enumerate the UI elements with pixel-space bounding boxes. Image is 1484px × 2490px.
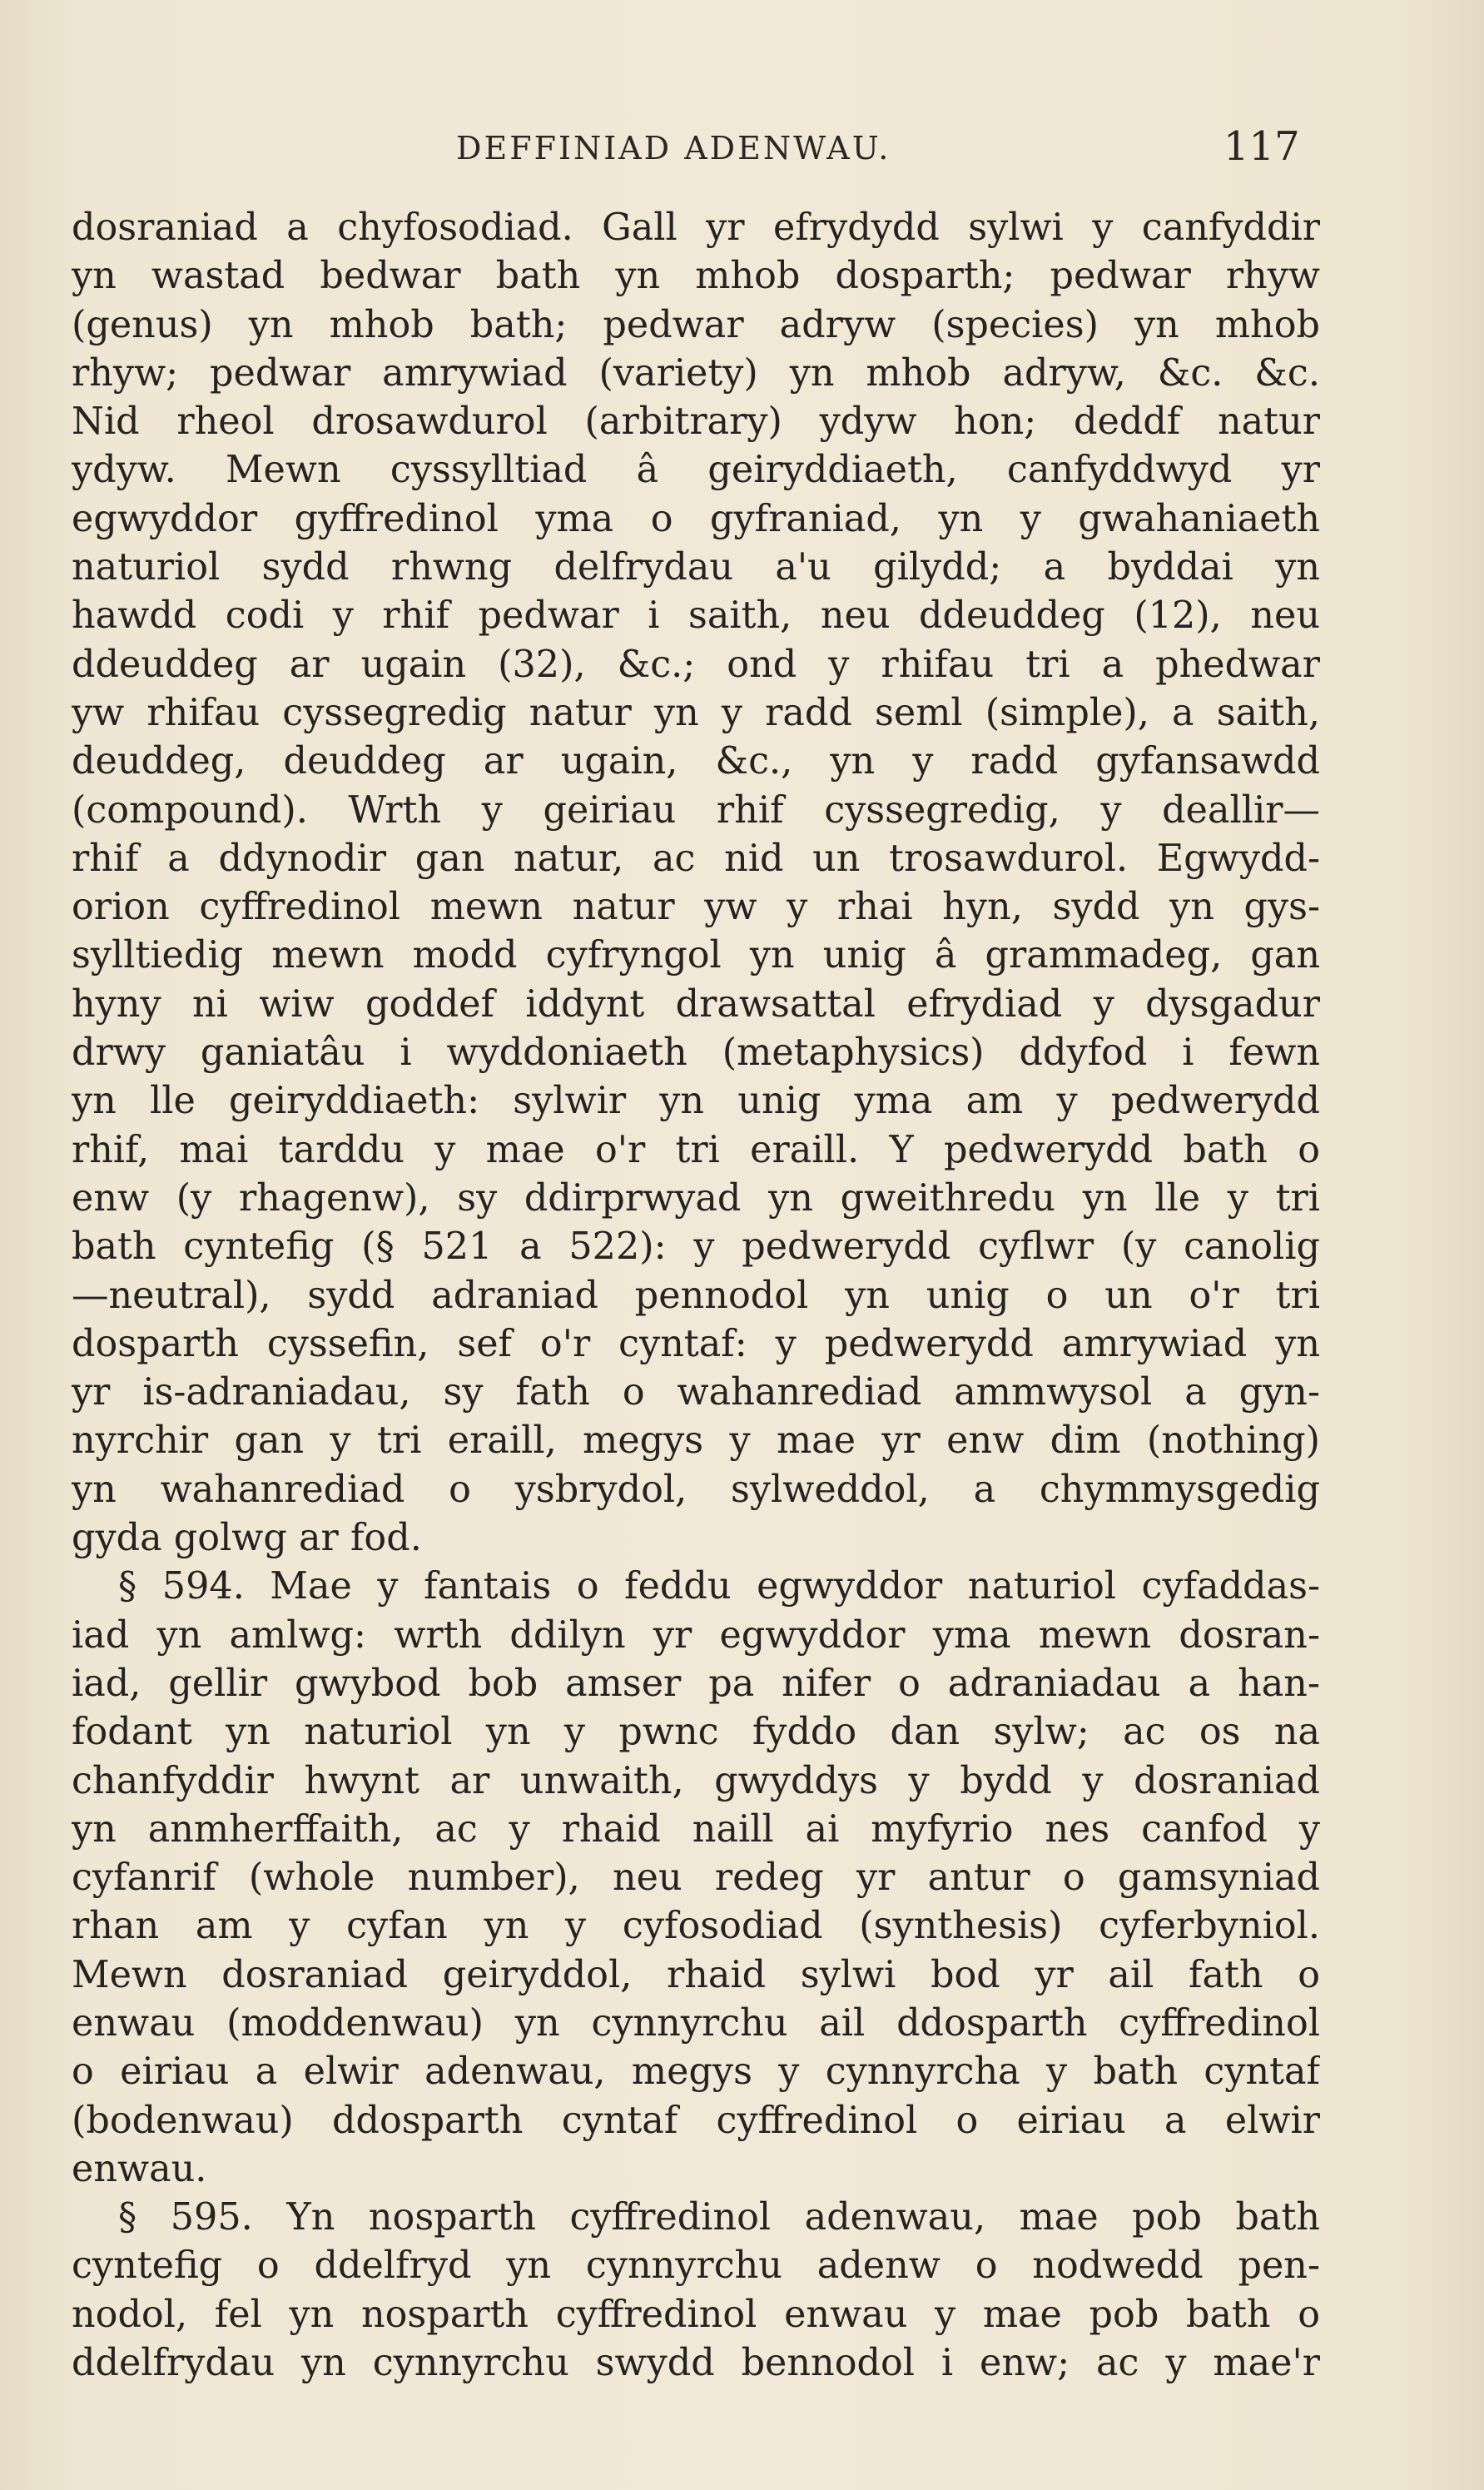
text-line: nyrchir gan y tri eraill, megys y mae yr enw dim (nothing) xyxy=(72,1419,1320,1463)
text-line: —neutral), sydd adraniad pennodol yn unig o un o'r tri xyxy=(72,1274,1320,1317)
text-line: dosparth cyssefin, sef o'r cyntaf: y pedwerydd amrywiad yn xyxy=(72,1322,1320,1365)
text-line: rhif a ddynodir gan natur, ac nid un trosawdurol. Egwydd- xyxy=(72,837,1320,880)
text-line: fodant yn naturiol yn y pwnc fyddo dan sylw; ac os na xyxy=(72,1711,1320,1754)
text-line: yn lle geiryddiaeth: sylwir yn unig yma am y pedwerydd xyxy=(72,1080,1320,1123)
text-line: Mewn dosraniad geiryddol, rhaid sylwi bod yr ail fath o xyxy=(72,1953,1320,1996)
text-line: (bodenwau) ddosparth cyntaf cyffredinol o eiriau a elwir xyxy=(72,2099,1320,2142)
page-number: 117 xyxy=(1223,123,1300,170)
text-line: ddeuddeg ar ugain (32), &c.; ond y rhifau tri a phedwar xyxy=(72,643,1320,686)
text-line: ddelfrydau yn cynnyrchu swydd bennodol i enw; ac y mae'r xyxy=(72,2342,1320,2385)
text-line: nodol, fel yn nosparth cyffredinol enwau y mae pob bath o xyxy=(72,2293,1320,2336)
body-text xyxy=(72,204,1320,2388)
text-line: sylltiedig mewn modd cyfryngol yn unig â grammadeg, gan xyxy=(72,934,1320,977)
text-line: hawdd codi y rhif pedwar i saith, neu ddeuddeg (12), neu xyxy=(72,594,1320,638)
section-594-start: § 594. Mae y fantais o feddu egwyddor naturiol cyfaddas- xyxy=(118,1565,1320,1608)
text-line: orion cyffredinol mewn natur yw y rhai hyn, sydd yn gys- xyxy=(72,886,1320,929)
text-line: rhan am y cyfan yn y cyfosodiad (synthesis) cyferbyniol. xyxy=(72,1905,1320,1948)
text-line: (compound). Wrth y geiriau rhif cyssegredig, y deallir— xyxy=(72,788,1320,832)
page-header xyxy=(0,123,1484,173)
text-line: rhyw; pedwar amrywiad (variety) yn mhob adryw, &c. &c. xyxy=(72,351,1320,395)
text-line: bath cyntefig (§ 521 a 522): y pedwerydd cyflwr (y canolig xyxy=(72,1225,1320,1269)
text-line: yw rhifau cyssegredig natur yn y radd seml (simple), a saith, xyxy=(72,691,1320,734)
text-line: drwy ganiatâu i wyddoniaeth (metaphysics) ddyfod i fewn xyxy=(72,1031,1320,1075)
text-line: deuddeg, deuddeg ar ugain, &c., yn y radd gyfansawdd xyxy=(72,740,1320,783)
text-line: egwyddor gyffredinol yma o gyfraniad, yn y gwahaniaeth xyxy=(72,497,1320,540)
text-line: Nid rheol drosawdurol (arbitrary) ydyw hon; deddf natur xyxy=(72,400,1320,444)
text-line: gyda golwg ar fod. xyxy=(72,1517,422,1560)
text-line: o eiriau a elwir adenwau, megys y cynnyrcha y bath cyntaf xyxy=(72,2050,1320,2094)
text-line: cyfanrif (whole number), neu redeg yr antur o gamsyniad xyxy=(72,1856,1320,1900)
text-line: enwau (moddenwau) yn cynnyrchu ail ddosparth cyffredinol xyxy=(72,2001,1320,2045)
text-line: hyny ni wiw goddef iddynt drawsattal efrydiad y dysgadur xyxy=(72,982,1320,1026)
text-line: naturiol sydd rhwng delfrydau a'u gilydd; a byddai yn xyxy=(72,546,1320,589)
section-595-start: § 595. Yn nosparth cyffredinol adenwau, mae pob bath xyxy=(118,2196,1320,2239)
text-line: (genus) yn mhob bath; pedwar adryw (species) yn mhob xyxy=(72,303,1320,346)
text-line: cyntefig o ddelfryd yn cynnyrchu adenw o nodwedd pen- xyxy=(72,2244,1320,2288)
text-line: dosraniad a chyfosodiad. Gall yr efrydydd sylwi y canfyddir xyxy=(72,206,1320,249)
text-line: iad, gellir gwybod bob amser pa nifer o adraniadau a han- xyxy=(72,1662,1320,1705)
text-line: yn anmherffaith, ac y rhaid naill ai myfyrio nes canfod y xyxy=(72,1807,1320,1851)
text-line: chanfyddir hwynt ar unwaith, gwyddys y bydd y dosraniad xyxy=(72,1759,1320,1802)
text-line: yn wahanrediad o ysbrydol, sylweddol, a chymmysgedig xyxy=(72,1468,1320,1511)
text-line: rhif, mai tarddu y mae o'r tri eraill. Y pedwerydd bath o xyxy=(72,1128,1320,1171)
text-line: enwau. xyxy=(72,2147,207,2190)
text-line: ydyw. Mewn cyssylltiad â geiryddiaeth, canfyddwyd yr xyxy=(72,449,1320,492)
text-line: yr is-adraniadau, sy fath o wahanrediad ammwysol a gyn- xyxy=(72,1371,1320,1414)
running-title: DEFFINIAD ADENWAU. xyxy=(456,130,891,166)
text-line: enw (y rhagenw), sy ddirprwyad yn gweithredu yn lle y tri xyxy=(72,1176,1320,1220)
text-line: yn wastad bedwar bath yn mhob dosparth; pedwar rhyw xyxy=(72,255,1320,298)
text-line: iad yn amlwg: wrth ddilyn yr egwyddor yma mewn dosran- xyxy=(72,1613,1320,1657)
